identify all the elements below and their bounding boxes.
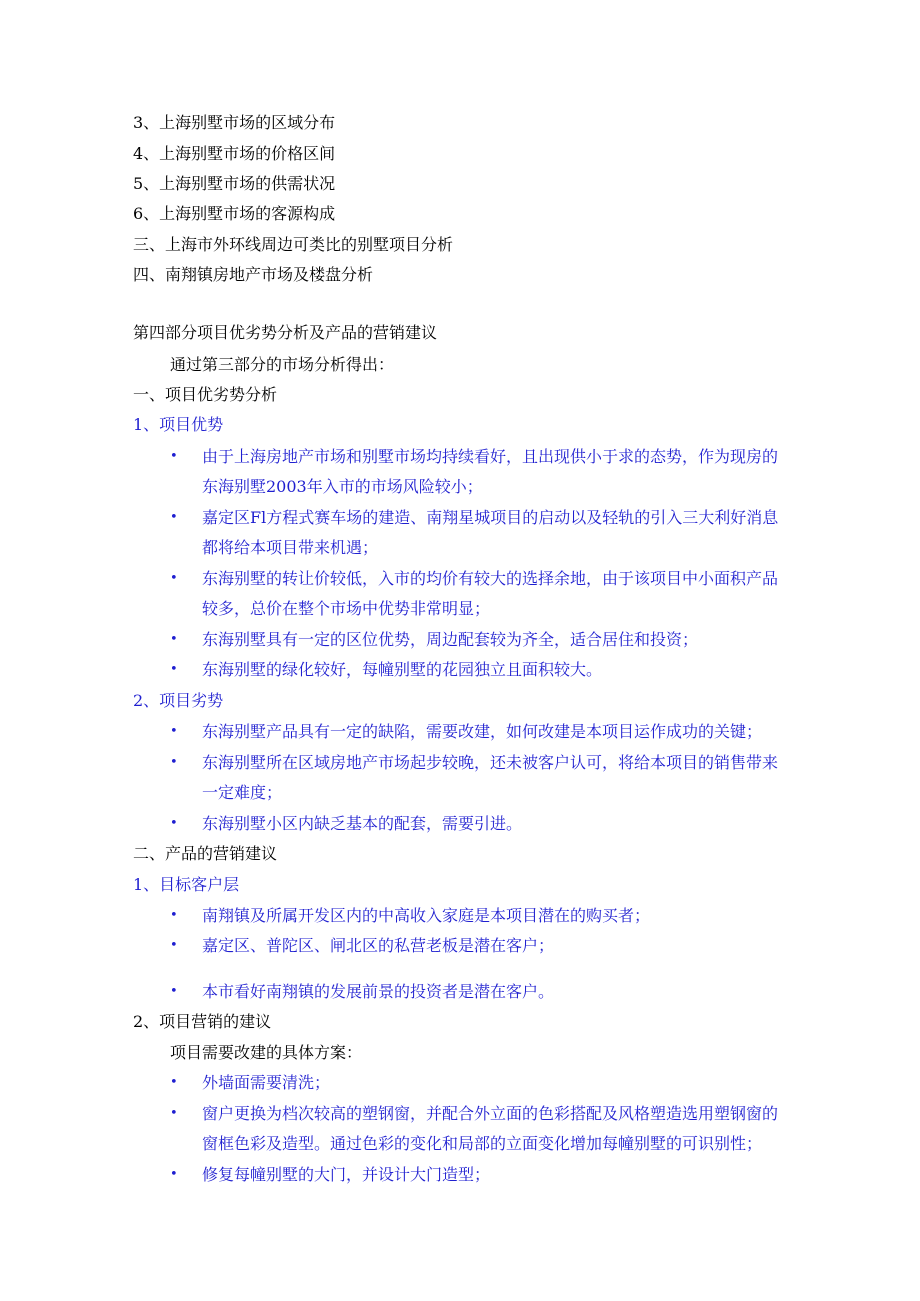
bullet-icon: • [170,1106,178,1121]
bullet-icon: • [170,449,178,464]
advantage-5: 东海别墅的绿化较好，每幢别墅的花园独立且面积较大。 [202,660,603,679]
bullet-icon: • [170,908,178,923]
advantages-heading: 1、项目优势 [133,415,224,434]
customer-3: 本市看好南翔镇的发展前景的投资者是潜在客户。 [202,982,555,1001]
toc-section-3: 三、上海市外环线周边可类比的别墅项目分析 [133,235,454,254]
advantage-3-line-1: 东海别墅的转让价较低，入市的均价有较大的选择余地，由于该项目中小面积产品 [202,569,779,588]
bullet-icon: • [170,632,178,647]
plan-2-line-1: 窗户更换为档次较高的塑钢窗，并配合外立面的色彩搭配及风格塑造选用塑钢窗的 [202,1104,779,1123]
toc-item-3: 3、上海别墅市场的区域分布 [133,113,336,132]
bullet-icon: • [170,571,178,586]
disadvantages-heading: 2、项目劣势 [133,691,224,710]
advantage-2-line-2: 都将给本项目带来机遇； [202,538,379,557]
disadvantage-2-line-1: 东海别墅所在区域房地产市场起步较晚，还未被客户认可，将给本项目的销售带来 [202,753,779,772]
disadvantage-2-line-2: 一定难度； [202,783,283,802]
marketing-suggestions-heading: 2、项目营销的建议 [133,1012,272,1031]
bullet-icon: • [170,755,178,770]
advantage-4: 东海别墅具有一定的区位优势，周边配套较为齐全，适合居住和投资； [202,630,699,649]
advantage-3-line-2: 较多，总价在整个市场中优势非常明显； [202,599,491,618]
bullet-icon: • [170,1167,178,1182]
heading-swot: 一、项目优劣势分析 [133,385,278,404]
bullet-icon: • [170,724,178,739]
plan-intro: 项目需要改建的具体方案： [170,1043,363,1062]
heading-marketing: 二、产品的营销建议 [133,844,278,863]
disadvantage-3: 东海别墅小区内缺乏基本的配套，需要引进。 [202,814,523,833]
plan-3: 修复每幢别墅的大门，并设计大门造型； [202,1165,491,1184]
customer-2: 嘉定区、普陀区、闸北区的私营老板是潜在客户； [202,936,555,955]
toc-section-4: 四、南翔镇房地产市场及楼盘分析 [133,265,374,284]
bullet-icon: • [170,816,178,831]
part-title: 第四部分项目优劣势分析及产品的营销建议 [133,323,438,342]
bullet-icon: • [170,938,178,953]
toc-item-5: 5、上海别墅市场的供需状况 [133,174,336,193]
toc-item-6: 6、上海别墅市场的客源构成 [133,204,336,223]
plan-2-line-2: 窗框色彩及造型。通过色彩的变化和局部的立面变化增加每幢别墅的可识别性； [202,1134,763,1153]
target-customers-heading: 1、目标客户层 [133,875,240,894]
advantage-1-line-2: 东海别墅2003年入市的市场风险较小； [202,477,483,496]
bullet-icon: • [170,662,178,677]
bullet-icon: • [170,510,178,525]
bullet-icon: • [170,1075,178,1090]
disadvantage-1: 东海别墅产品具有一定的缺陷，需要改建，如何改建是本项目运作成功的关键； [202,722,763,741]
advantage-1-line-1: 由于上海房地产市场和别墅市场均持续看好，且出现供小于求的态势，作为现房的 [202,447,779,466]
toc-item-4: 4、上海别墅市场的价格区间 [133,144,336,163]
bullet-icon: • [170,984,178,999]
advantage-2-line-1: 嘉定区Fl方程式赛车场的建造、南翔星城项目的启动以及轻轨的引入三大利好消息 [202,508,779,527]
plan-1: 外墙面需要清洗； [202,1073,331,1092]
part-intro: 通过第三部分的市场分析得出： [170,355,395,374]
customer-1: 南翔镇及所属开发区内的中高收入家庭是本项目潜在的购买者； [202,906,651,925]
